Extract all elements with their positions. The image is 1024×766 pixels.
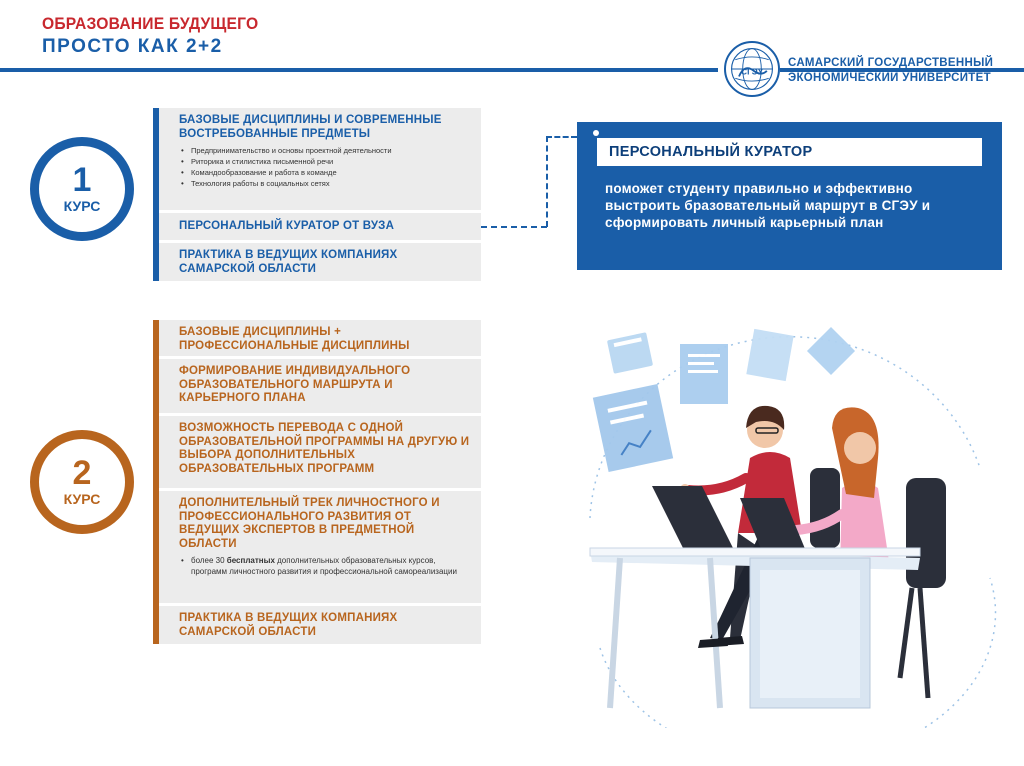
header-rule-left [0, 68, 718, 72]
course-1-number: 1 [72, 161, 92, 199]
list-item: • Предпринимательство и основы проектной деятельности [179, 145, 473, 156]
curator-title: ПЕРСОНАЛЬНЫЙ КУРАТОР [597, 138, 982, 166]
connector-line-vertical [546, 136, 548, 227]
curator-text: поможет студенту правильно и эффективно выстроить бразовательный маршрут в СГЭУ и сформировать личный карьерный план [605, 181, 931, 230]
card-title: БАЗОВЫЕ ДИСЦИПЛИНЫ + ПРОФЕССИОНАЛЬНЫЕ ДИСЦИПЛИНЫ [179, 326, 410, 352]
course-2-card-extra-track [159, 491, 481, 603]
course-2-label: КУРС [63, 491, 101, 507]
course-2-cards [153, 320, 481, 644]
connector-line-horizontal-2 [546, 136, 577, 138]
course-2-badge [30, 430, 134, 534]
note-rest: дополнительных образовательных курсов, программ личностного развития и профессиональной самореализации [191, 556, 457, 576]
card-title: ДОПОЛНИТЕЛЬНЫЙ ТРЕК ЛИЧНОСТНОГО И ПРОФЕССИОНАЛЬНОГО РАЗВИТИЯ ОТ ВЕДУЩИХ ЭКСПЕРТОВ В ПРЕДМЕТНОЙ ОБЛАСТИ [179, 497, 440, 550]
brand-line-2: ПРОСТО КАК 2+2 [42, 36, 223, 57]
course-1-cards [153, 108, 481, 281]
course-1-card-practice [159, 243, 481, 281]
list-item: • Командообразование и работа в команде [179, 167, 473, 178]
card-title: ПЕРСОНАЛЬНЫЙ КУРАТОР ОТ ВУЗА [179, 220, 395, 232]
brand-line-1: ОБРАЗОВАНИЕ БУДУЩЕГО [42, 14, 259, 33]
course-1-card-base-subjects [159, 108, 481, 210]
note-prefix: более 30 [191, 556, 227, 565]
logo-text: СГЭУ [741, 66, 763, 77]
university-name-line-2: ЭКОНОМИЧЕСКИЙ УНИВЕРСИТЕТ [788, 72, 991, 84]
list-item: • Технология работы в социальных сетях [179, 178, 473, 189]
list-item: • Риторика и стилистика письменной речи [179, 156, 473, 167]
course-1-badge [30, 137, 134, 241]
note-bold: бесплатных [226, 556, 275, 565]
card-title: ПРАКТИКА В ВЕДУЩИХ КОМПАНИЯХ САМАРСКОЙ ОБЛАСТИ [179, 249, 398, 275]
course-2-card-disciplines [159, 320, 481, 356]
meeting-illustration-icon [560, 318, 1000, 728]
subject-list [179, 145, 473, 189]
university-logo [724, 41, 780, 97]
course-2-card-route [159, 359, 481, 413]
brand-slogan [42, 14, 277, 58]
curator-panel [577, 122, 1002, 270]
extra-track-note [179, 555, 473, 577]
globe-logo-icon [726, 43, 778, 95]
card-title: ФОРМИРОВАНИЕ ИНДИВИДУАЛЬНОГО ОБРАЗОВАТЕЛЬНОГО МАРШРУТА И КАРЬЕРНОГО ПЛАНА [179, 365, 411, 404]
course-2-card-transfer [159, 416, 481, 488]
curator-dot [593, 130, 599, 136]
card-title: ПРАКТИКА В ВЕДУЩИХ КОМПАНИЯХ САМАРСКОЙ ОБЛАСТИ [179, 612, 398, 638]
course-2-number: 2 [72, 454, 92, 492]
course-1-card-curator [159, 213, 481, 240]
course-1-label: КУРС [63, 198, 101, 214]
course-2-card-practice [159, 606, 481, 644]
connector-line-horizontal-1 [481, 226, 547, 228]
university-name-line-1: САМАРСКИЙ ГОСУДАРСТВЕННЫЙ [788, 57, 994, 69]
university-name [788, 56, 993, 86]
illustration-office-meeting [560, 318, 1000, 728]
card-title: ВОЗМОЖНОСТЬ ПЕРЕВОДА С ОДНОЙ ОБРАЗОВАТЕЛЬНОЙ ПРОГРАММЫ НА ДРУГУЮ И ВЫБОРА ДОПОЛНИТЕЛЬНЫХ ОБРАЗОВАТЕЛЬНЫХ ПРОГРАММ [179, 422, 470, 475]
card-title: БАЗОВЫЕ ДИСЦИПЛИНЫ И СОВРЕМЕННЫЕ ВОСТРЕБОВАННЫЕ ПРЕДМЕТЫ [179, 114, 442, 140]
